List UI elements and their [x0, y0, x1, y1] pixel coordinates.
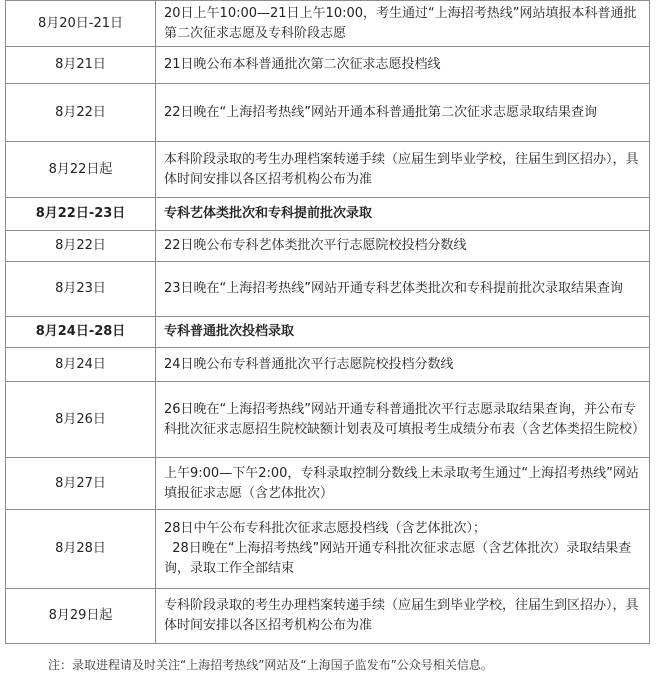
- date-cell: [6, 382, 156, 458]
- description-text: 26日晚在“上海招考热线”网站开通专科普通批次平行志愿录取结果查询，并公布专科批次征求志愿招生院校缺额计划表及可填报考生成绩分布表（含艺体类招生院校）: [164, 401, 646, 437]
- date-cell: [6, 198, 156, 231]
- date-cell: [6, 262, 156, 317]
- description-line: 28日晚在“上海招考热线”网站开通专科批次征求志愿（含艺体批次）录取结果查询，录取工作全部结束: [164, 541, 632, 576]
- table-row: [6, 47, 650, 84]
- table-row: [6, 231, 650, 262]
- table-row: [6, 382, 650, 458]
- date-text: 8月26日: [55, 411, 106, 427]
- section-title-cell: [156, 198, 650, 231]
- table-row: [6, 1, 650, 47]
- date-text: 8月22日起: [48, 161, 113, 177]
- date-text: 8月22日-23日: [35, 206, 126, 221]
- admission-schedule-table: [5, 0, 650, 644]
- description-cell: [156, 1, 650, 47]
- date-text: 8月24日-28日: [35, 324, 126, 339]
- table-row: [6, 589, 650, 644]
- section-title: 专科艺体类批次和专科提前批次录取: [164, 206, 373, 221]
- description-cell: [156, 231, 650, 262]
- date-cell: [6, 348, 156, 382]
- date-cell: [6, 142, 156, 198]
- description-text: 本科阶段录取的考生办理档案转递手续（应届生到毕业学校，往届生到区招办），具体时间安排以各区招考机构公布为准: [164, 151, 639, 187]
- description-text: 专科阶段录取的考生办理档案转递手续（应届生到毕业学校，往届生到区招办），具体时间安排以各区招考机构公布为准: [164, 598, 639, 633]
- section-title-cell: [156, 317, 650, 348]
- date-cell: [6, 510, 156, 589]
- description-cell: [156, 589, 650, 644]
- description-cell: [156, 84, 650, 142]
- date-cell: [6, 231, 156, 262]
- description-cell: [156, 382, 650, 458]
- date-cell: [6, 317, 156, 348]
- date-text: 8月28日: [55, 541, 106, 556]
- description-text: 22日晚在“上海招考热线”网站开通本科普通批第二次征求志愿录取结果查询: [164, 104, 598, 120]
- table-row: [6, 348, 650, 382]
- table-row: [6, 262, 650, 317]
- date-cell: [6, 47, 156, 84]
- description-text: 上午9:00—下午2:00，专科录取控制分数线上未录取考生通过“上海招考热线”网站填报征求志愿（含艺体批次）: [164, 465, 639, 501]
- table-row: [6, 510, 650, 589]
- description-text: 24日晚公布专科普通批次平行志愿院校投档分数线: [164, 356, 454, 372]
- date-text: 8月27日: [55, 475, 106, 491]
- date-text: 8月22日: [55, 104, 106, 120]
- section-header-row: [6, 198, 650, 231]
- date-text: 8月21日: [55, 57, 106, 72]
- description-text: 22日晚公布专科艺体类批次平行志愿院校投档分数线: [164, 238, 467, 253]
- description-text: 21日晚公布本科普通批次第二次征求志愿投档线: [164, 57, 441, 72]
- date-text: 8月24日: [55, 356, 106, 372]
- date-cell: [6, 589, 156, 644]
- date-text: 8月22日: [55, 238, 106, 253]
- date-text: 8月20日-21日: [37, 15, 124, 31]
- description-cell: [156, 142, 650, 198]
- description-line: 28日中午公布专科批次征求志愿投档线（含艺体批次）；: [164, 521, 487, 536]
- description-text: 20日上午10:00—21日上午10:00，考生通过“上海招考热线”网站填报本科普通批第二次征求志愿及专科阶段志愿: [164, 5, 637, 41]
- date-text: 8月23日: [55, 281, 106, 296]
- description-cell: [156, 348, 650, 382]
- date-cell: [6, 1, 156, 47]
- date-text: 8月29日起: [48, 608, 113, 623]
- date-cell: [6, 458, 156, 510]
- description-cell: [156, 262, 650, 317]
- footnote: 注：录取进程请及时关注“上海招考热线”网站及“上海国子监发布”公众号相关信息。: [48, 658, 493, 672]
- section-header-row: [6, 317, 650, 348]
- description-cell: [156, 510, 650, 589]
- description-text: 23日晚在“上海招考热线”网站开通专科艺体类批次和专科提前批次录取结果查询: [164, 281, 624, 296]
- table-row: [6, 458, 650, 510]
- date-cell: [6, 84, 156, 142]
- description-cell: [156, 47, 650, 84]
- section-title: 专科普通批次投档录取: [164, 324, 295, 339]
- table-row: [6, 142, 650, 198]
- table-row: [6, 84, 650, 142]
- description-cell: [156, 458, 650, 510]
